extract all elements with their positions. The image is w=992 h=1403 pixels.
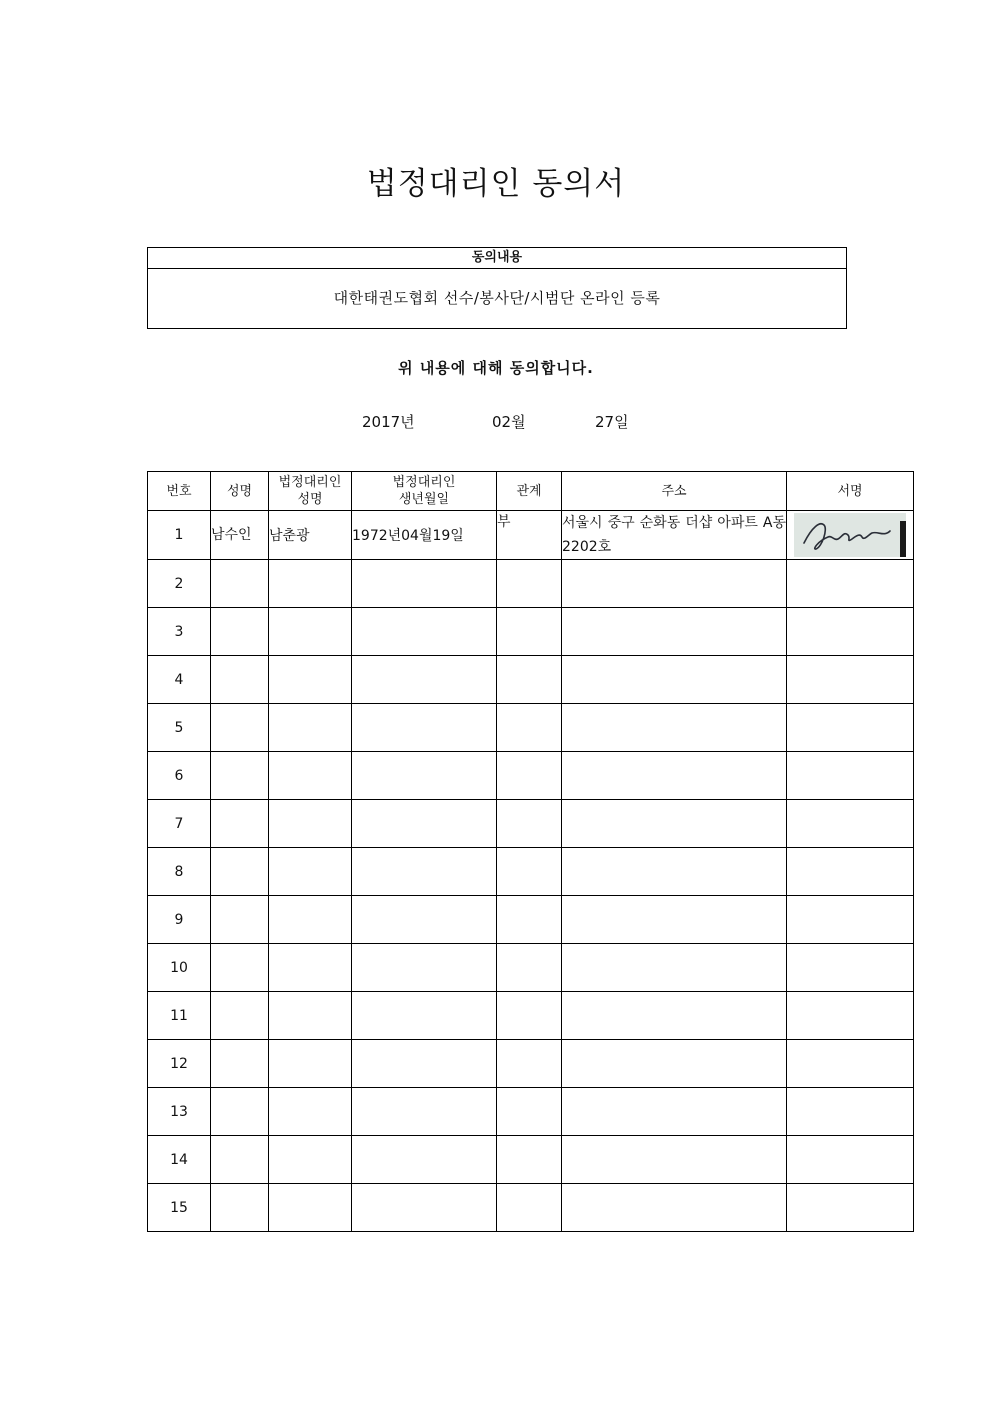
header-relation: 관계 (497, 472, 562, 511)
header-guardian-dob-line2: 생년월일 (398, 492, 450, 507)
table-row (148, 608, 914, 656)
relation (497, 1088, 562, 1136)
row-number: 1 (148, 511, 211, 560)
address (562, 992, 787, 1040)
address (562, 896, 787, 944)
relation (497, 1136, 562, 1184)
row-number: 3 (148, 608, 211, 656)
table-row (148, 800, 914, 848)
consent-content-box (147, 247, 847, 329)
relation (497, 1184, 562, 1232)
table-row (148, 752, 914, 800)
header-guardian-dob-line1: 법정대리인 (392, 475, 456, 490)
guardian-dob (352, 752, 497, 800)
row-number: 2 (148, 560, 211, 608)
guardian-dob (352, 848, 497, 896)
guardian-dob (352, 896, 497, 944)
guardian-name (269, 800, 352, 848)
signature-cell (787, 944, 914, 992)
student-name (211, 944, 269, 992)
relation (497, 560, 562, 608)
relation (497, 704, 562, 752)
guardian-dob: 1972년04월19일 (352, 511, 497, 560)
row-number: 6 (148, 752, 211, 800)
guardian-name (269, 1184, 352, 1232)
address (562, 944, 787, 992)
student-name (211, 1136, 269, 1184)
address (562, 656, 787, 704)
address (562, 1184, 787, 1232)
header-guardian-dob (352, 472, 497, 511)
table-row (148, 656, 914, 704)
signature-cell (787, 1136, 914, 1184)
student-name: 남수인 (211, 511, 269, 560)
relation (497, 944, 562, 992)
table-row (148, 1088, 914, 1136)
guardian-dob (352, 608, 497, 656)
consent-body: 대한태권도협회 선수/봉사단/시범단 온라인 등록 (333, 289, 661, 307)
table-row (148, 992, 914, 1040)
student-name (211, 560, 269, 608)
table-row (148, 1040, 914, 1088)
row-number: 15 (148, 1184, 211, 1232)
header-guardian-name (269, 472, 352, 511)
header-signature: 서명 (787, 472, 914, 511)
header-number: 번호 (148, 472, 211, 511)
signature-cell (787, 560, 914, 608)
guardian-name (269, 656, 352, 704)
address (562, 800, 787, 848)
signature-cell (787, 848, 914, 896)
row-number: 9 (148, 896, 211, 944)
table-row (148, 511, 914, 560)
student-name (211, 656, 269, 704)
student-name (211, 992, 269, 1040)
guardian-name (269, 560, 352, 608)
guardian-name (269, 944, 352, 992)
relation (497, 896, 562, 944)
student-name (211, 848, 269, 896)
student-name (211, 896, 269, 944)
table-row (148, 1184, 914, 1232)
row-number: 14 (148, 1136, 211, 1184)
row-number: 11 (148, 992, 211, 1040)
header-name: 성명 (211, 472, 269, 511)
signature-cell (787, 1088, 914, 1136)
address (562, 848, 787, 896)
row-number: 8 (148, 848, 211, 896)
handwritten-signature (794, 513, 906, 557)
student-name (211, 1184, 269, 1232)
table-row (148, 944, 914, 992)
guardian-dob (352, 944, 497, 992)
address (562, 1136, 787, 1184)
guardian-dob (352, 1136, 497, 1184)
consent-heading: 동의내용 (148, 248, 846, 269)
signature-cell (787, 511, 914, 560)
table-header-row (148, 472, 914, 511)
table-body (148, 511, 914, 1232)
row-number: 4 (148, 656, 211, 704)
guardian-name (269, 1136, 352, 1184)
guardian-dob (352, 800, 497, 848)
signature-cell (787, 752, 914, 800)
date-day: 27일 (595, 413, 629, 431)
signature-cell (787, 608, 914, 656)
signature-cell (787, 896, 914, 944)
relation (497, 848, 562, 896)
signature-cell (787, 992, 914, 1040)
header-guardian-name-line2: 성명 (297, 492, 323, 507)
row-number: 12 (148, 1040, 211, 1088)
signature-cell (787, 1040, 914, 1088)
relation (497, 800, 562, 848)
table-row (148, 1136, 914, 1184)
guardian-dob (352, 1184, 497, 1232)
signature-cell (787, 656, 914, 704)
row-number: 10 (148, 944, 211, 992)
address: 서울시 중구 순화동 더샵 아파트 A동 2202호 (562, 511, 787, 560)
relation (497, 992, 562, 1040)
guardian-dob (352, 656, 497, 704)
relation: 부 (497, 511, 562, 560)
header-address: 주소 (562, 472, 787, 511)
address (562, 1088, 787, 1136)
relation (497, 1040, 562, 1088)
guardian-name (269, 1088, 352, 1136)
date-year: 2017년 (362, 413, 415, 431)
guardian-name (269, 992, 352, 1040)
agreement-statement: 위 내용에 대해 동의합니다. (398, 359, 594, 377)
address (562, 752, 787, 800)
consent-roster-table (147, 471, 914, 1232)
guardian-name (269, 1040, 352, 1088)
guardian-name (269, 608, 352, 656)
relation (497, 656, 562, 704)
guardian-dob (352, 1040, 497, 1088)
guardian-name (269, 752, 352, 800)
address (562, 704, 787, 752)
document-title: 법정대리인 동의서 (366, 166, 626, 202)
date-month: 02월 (492, 413, 526, 431)
student-name (211, 1088, 269, 1136)
guardian-name: 남춘광 (269, 511, 352, 560)
signature-cell (787, 800, 914, 848)
row-number: 5 (148, 704, 211, 752)
signature-cell (787, 704, 914, 752)
table-row (148, 704, 914, 752)
row-number: 13 (148, 1088, 211, 1136)
student-name (211, 752, 269, 800)
table-row (148, 896, 914, 944)
header-guardian-name-line1: 법정대리인 (278, 475, 342, 490)
student-name (211, 1040, 269, 1088)
relation (497, 752, 562, 800)
guardian-dob (352, 1088, 497, 1136)
relation (497, 608, 562, 656)
guardian-dob (352, 704, 497, 752)
table-row (148, 848, 914, 896)
guardian-name (269, 704, 352, 752)
guardian-name (269, 848, 352, 896)
guardian-dob (352, 992, 497, 1040)
row-number: 7 (148, 800, 211, 848)
address (562, 560, 787, 608)
student-name (211, 608, 269, 656)
guardian-name (269, 896, 352, 944)
guardian-dob (352, 560, 497, 608)
student-name (211, 704, 269, 752)
address (562, 1040, 787, 1088)
address (562, 608, 787, 656)
table-row (148, 560, 914, 608)
signature-cell (787, 1184, 914, 1232)
student-name (211, 800, 269, 848)
